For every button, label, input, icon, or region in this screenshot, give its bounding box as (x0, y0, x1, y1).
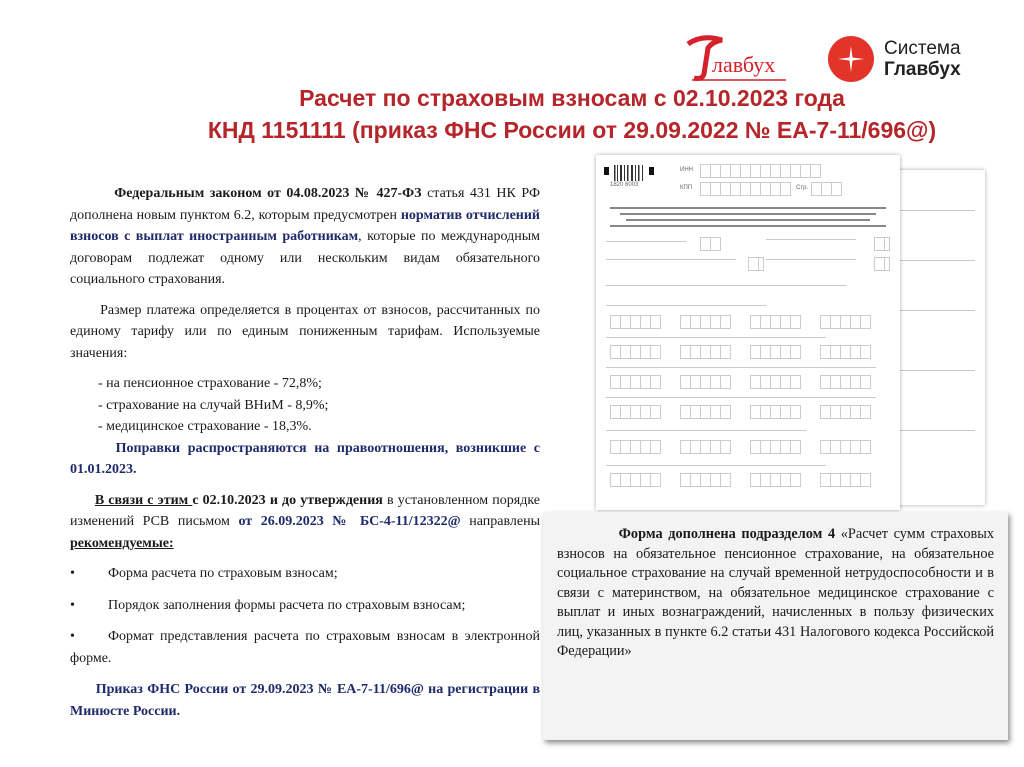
note-text: «Расчет сумм страховых взносов на обязательное пенсионное страхование, на обязательное социальное страхование на случай временной нетрудоспособности и в связи с материнством, на обязательное медицинское страхование с выплат и иных вознаграждений, начисленных в пользу физических лиц, указанных в пункте 6.2 статьи 431 Налогового кодекса Российской Федерации» (557, 526, 994, 659)
text: с 02.10.2023 и до утверждения (192, 492, 383, 508)
rate-item: - на пенсионное страхование - 72,8%; (98, 376, 322, 391)
text: рекомендуемые: (70, 535, 174, 551)
text: Порядок заполнения формы расчета по страховым взносам; (108, 597, 466, 613)
text: Размер платежа определяется в процентах от взносов, рассчитанных по единому тарифу или по единым пониженным тарифам. Используемые значения: (70, 302, 541, 361)
list-item (70, 563, 540, 585)
note-heading: Форма дополнена подразделом 4 (618, 526, 836, 542)
bullet: • (70, 566, 75, 581)
slide-title (0, 82, 1024, 146)
title-line-2: КНД 1151111 (приказ ФНС России от 29.09.2022 № ЕА-7-11/696@) (207, 117, 937, 143)
sparkle-logo-icon (828, 36, 874, 82)
rate-item: - страхование на случай ВНиМ - 8,9%; (98, 397, 329, 413)
bullet: • (70, 629, 75, 644)
paragraph-order (70, 679, 540, 722)
barcode-number: 1820 6003 (610, 182, 639, 188)
text: в установленном порядке изменений РСВ письмом (70, 492, 541, 529)
kpp-label: КПП (680, 185, 693, 191)
list-item (70, 626, 540, 669)
letter-ref: от 26.09.2023 № БС-4-11/12322@ (238, 514, 461, 529)
documents-list (70, 563, 540, 669)
text: Поправки распространяются на правоотношения, возникшие с 01.01.2023. (70, 440, 541, 477)
logo-text-2: Главбух (884, 59, 961, 80)
highlight: норматив отчислений взносов с выплат иностранным работникам (70, 207, 540, 244)
text: , которые по международным договорам подлежат одному или нескольким видам обязательного социального страхования. (70, 229, 540, 287)
logo-text-1: Система (884, 38, 961, 59)
rate-item: - медицинское страхование - 18,3%. (98, 419, 312, 434)
paragraph-payment (70, 300, 540, 365)
glavbuh-logo (682, 34, 792, 84)
main-text (70, 183, 540, 731)
text: статья 431 НК РФ дополнена новым пунктом 6.2, которым предусмотрен (70, 186, 541, 223)
text: Формат представления расчета по страховым взносам в электронной форме. (70, 629, 540, 666)
paragraph-law (70, 183, 540, 291)
rates-list (70, 373, 540, 438)
title-line-1: Расчет по страховым взносам с 02.10.2023 года (299, 85, 845, 111)
paragraph-amendments (70, 438, 540, 481)
text: Форма расчета по страховым взносам; (108, 566, 338, 581)
form-image (596, 155, 900, 510)
form-note-box (543, 512, 1008, 740)
text: направлены (460, 514, 540, 529)
list-item (70, 595, 540, 617)
page-label: Стр. (796, 185, 809, 191)
text: В связи с этим (94, 492, 193, 508)
text: Приказ ФНС России от 29.09.2023 № ЕА-7-11/696@ на регистрации в Минюсте России. (70, 682, 541, 719)
svg-text:лавбух: лавбух (712, 52, 776, 77)
paragraph-letter (70, 490, 540, 555)
bullet: • (70, 597, 75, 613)
law-ref: Федеральным законом от 04.08.2023 № 427-ФЗ (114, 186, 422, 201)
inn-label: ИНН (680, 167, 693, 173)
